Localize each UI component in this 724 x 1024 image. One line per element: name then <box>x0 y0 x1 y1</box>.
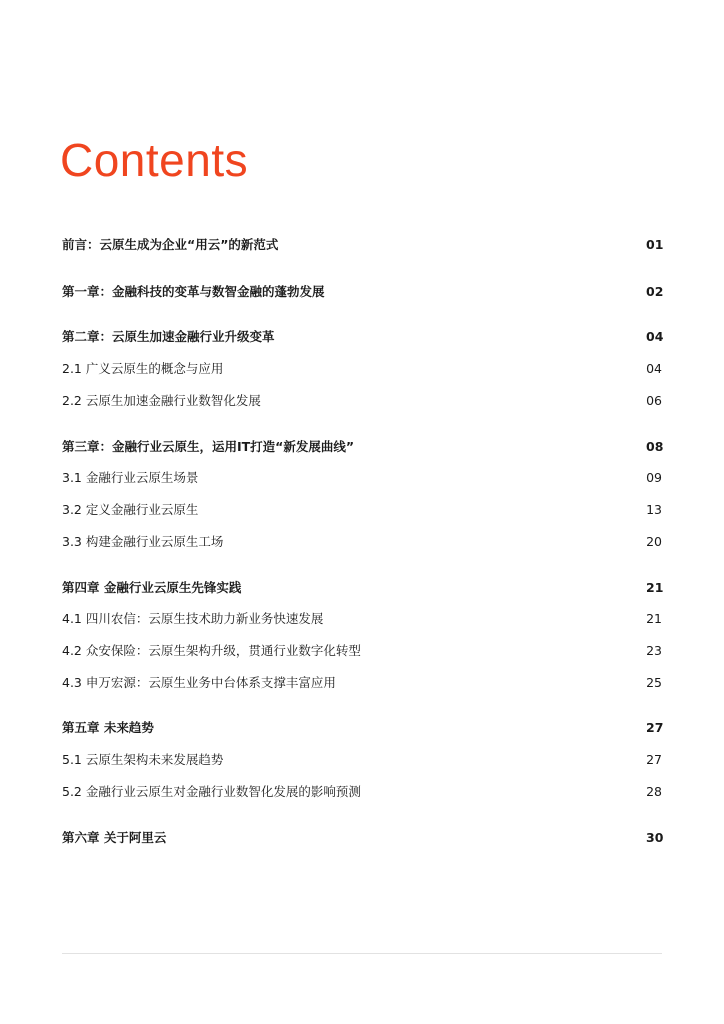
toc-entry-label: 2.2 云原生加速金融行业数智化发展 <box>62 393 261 408</box>
toc-entry-label: 2.1 广义云原生的概念与应用 <box>62 361 224 376</box>
dot-leader <box>281 327 638 347</box>
toc-entry-chapter-2[interactable] <box>62 327 662 347</box>
toc-entry-label: 3.3 构建金融行业云原生工场 <box>62 534 224 549</box>
toc-entry-label: 4.3 申万宏源：云原生业务中台体系支撑丰富应用 <box>62 675 336 690</box>
dot-leader <box>367 782 638 802</box>
page-title: Contents <box>60 134 249 186</box>
dot-leader <box>229 750 638 770</box>
toc-entry-page: 27 <box>646 720 664 735</box>
toc-entry-chapter-5[interactable] <box>62 718 662 738</box>
toc-entry-page: 13 <box>646 502 662 517</box>
dot-leader <box>204 468 638 488</box>
dot-leader <box>172 828 638 848</box>
toc-entry-page: 25 <box>646 675 662 690</box>
dot-leader <box>247 578 638 598</box>
toc-entry-label: 3.2 定义金融行业云原生 <box>62 502 199 517</box>
toc-entry-section-4-3[interactable] <box>62 673 662 693</box>
toc-entry-page: 30 <box>646 830 664 845</box>
toc-entry-label: 第六章 关于阿里云 <box>62 830 167 845</box>
toc-entry-chapter-1[interactable] <box>62 282 662 302</box>
toc-entry-section-2-1[interactable] <box>62 359 662 379</box>
dot-leader <box>284 235 638 255</box>
dot-leader <box>204 500 638 520</box>
footer-divider <box>62 953 662 954</box>
dot-leader <box>229 532 638 552</box>
toc-entry-page: 01 <box>646 237 664 252</box>
toc-entry-section-3-3[interactable] <box>62 532 662 552</box>
toc-entry-page: 02 <box>646 284 664 299</box>
toc-entry-section-4-2[interactable] <box>62 641 662 661</box>
toc-entry-chapter-4[interactable] <box>62 578 662 598</box>
toc-entry-section-3-2[interactable] <box>62 500 662 520</box>
toc-entry-page: 04 <box>646 361 662 376</box>
dot-leader <box>331 282 638 302</box>
toc-entry-label: 5.1 云原生架构未来发展趋势 <box>62 752 224 767</box>
toc-entry-page: 28 <box>646 784 662 799</box>
toc-entry-page: 20 <box>646 534 662 549</box>
dot-leader <box>267 391 638 411</box>
dot-leader <box>367 641 638 661</box>
dot-leader <box>329 609 638 629</box>
toc-entry-page: 06 <box>646 393 662 408</box>
toc-entry-preface[interactable] <box>62 235 662 255</box>
toc-entry-chapter-3[interactable] <box>62 437 662 457</box>
toc-entry-page: 23 <box>646 643 662 658</box>
dot-leader <box>160 718 638 738</box>
toc-entry-page: 27 <box>646 752 662 767</box>
toc-entry-label: 第五章 未来趋势 <box>62 720 154 735</box>
toc-entry-label: 第二章：云原生加速金融行业升级变革 <box>62 329 275 344</box>
toc-entry-section-4-1[interactable] <box>62 609 662 629</box>
toc-entry-label: 第三章：金融行业云原生，运用IT打造“新发展曲线” <box>62 439 355 454</box>
dot-leader <box>342 673 638 693</box>
toc-entry-label: 4.2 众安保险：云原生架构升级，贯通行业数字化转型 <box>62 643 361 658</box>
toc-entry-page: 21 <box>646 580 664 595</box>
toc-entry-page: 08 <box>646 439 664 454</box>
toc-entry-chapter-6[interactable] <box>62 828 662 848</box>
toc-entry-page: 04 <box>646 329 664 344</box>
toc-entry-page: 09 <box>646 470 662 485</box>
toc-entry-section-5-1[interactable] <box>62 750 662 770</box>
toc-entry-label: 第四章 金融行业云原生先锋实践 <box>62 580 242 595</box>
toc-entry-label: 4.1 四川农信：云原生技术助力新业务快速发展 <box>62 611 324 626</box>
dot-leader <box>229 359 638 379</box>
toc-entry-label: 第一章：金融科技的变革与数智金融的蓬勃发展 <box>62 284 325 299</box>
toc-entry-label: 3.1 金融行业云原生场景 <box>62 470 199 485</box>
dot-leader <box>360 437 638 457</box>
toc-entry-section-2-2[interactable] <box>62 391 662 411</box>
toc-entry-section-5-2[interactable] <box>62 782 662 802</box>
toc-entry-section-3-1[interactable] <box>62 468 662 488</box>
toc-entry-label: 5.2 金融行业云原生对金融行业数智化发展的影响预测 <box>62 784 361 799</box>
toc-entry-page: 21 <box>646 611 662 626</box>
toc-entry-label: 前言：云原生成为企业“用云”的新范式 <box>62 237 279 252</box>
